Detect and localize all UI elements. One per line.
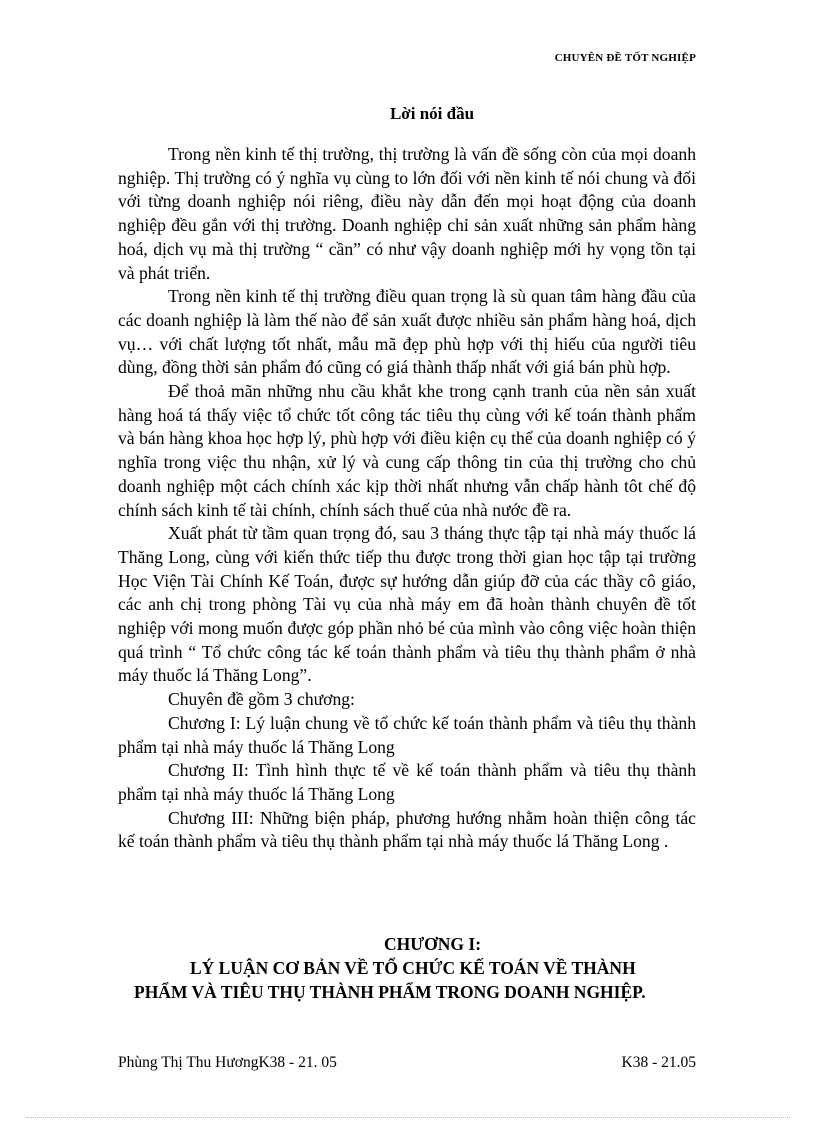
footer-class-code: K38 - 21.05 [621, 1054, 696, 1071]
document-header: CHUYÊN ĐỀ TỐT NGHIỆP [554, 52, 696, 64]
chapter-heading-line-1: LÝ LUẬN CƠ BẢN VỀ TỔ CHỨC KẾ TOÁN VỀ THÀNH [190, 958, 636, 978]
page-title: Lời nói đầu [389, 104, 475, 123]
paragraph-chapter-2: Chương II: Tình hình thực tế về kế toán thành phẩm và tiêu thụ thành phẩm tại nhà máy thuốc lá Thăng Long [118, 760, 696, 804]
paragraph-4: Xuất phát từ tầm quan trọng đó, sau 3 tháng thực tập tại nhà máy thuốc lá Thăng Long, cùng với kiến thức tiếp thu được trong thời gian học tập tại trường Học Viện Tài Chính Kế Toán, được sự hướng dẫn giúp đỡ của các thầy cô giáo, các anh chị trong phòng Tài vụ của nhà máy em đã hoàn thành chuyên đề tốt nghiệp với mong muốn được góp phần nhỏ bé của mình vào công việc hoàn thiện quá trình “ Tổ chức công tác kế toán thành phẩm và tiêu thụ thành phẩm ở nhà máy thuốc lá Thăng Long”. [118, 523, 696, 686]
chapter-heading-line-2: PHẨM VÀ TIÊU THỤ THÀNH PHẨM TRONG DOANH NGHIỆP. [134, 982, 646, 1002]
paragraph-chapter-1: Chương I: Lý luận chung về tổ chức kế toán thành phẩm và tiêu thụ thành phẩm tại nhà máy thuốc lá Thăng Long [118, 712, 696, 757]
paragraph-3: Để thoả mãn những nhu cầu khắt khe trong cạnh tranh của nền sản xuất hàng hoá tá thấy việc tổ chức tốt công tác tiêu thụ cùng với kế toán thành phẩm và bán hàng khoa học hợp lý, phù hợp với điều kiện cụ thể của doanh nghiệp có ý nghĩa trong việc thu nhận, xử lý và cung cấp thông tin của thị trường cho chủ doanh nghiệp một cách chính xác kịp thời nhất nhưng vẫn chấp hành tôt chế độ chính sách kinh tế tài chính, chính sách thuế của nhà nước đề ra. [118, 381, 696, 520]
paragraph-1: Trong nền kinh tế thị trường, thị trường là vấn đề sống còn của mọi doanh nghiệp. Thị trường có ý nghĩa vụ cùng to lớn đối với nền kinh tế nói chung và đối với từng doanh nghiệp nói riêng, điều này dẫn đến mọi hoạt động của doanh nghiệp đều gắn với thị trường. Doanh nghiệp chỉ sản xuất những sản phẩm hàng hoá, dịch vụ mà thị trường “ cần” có như vậy doanh nghiệp mới hy vọng tồn tại và phát triển. [118, 144, 696, 283]
paragraph-2: Trong nền kinh tế thị trường điều quan trọng là sù quan tâm hàng đầu của các doanh nghiệp là làm thế nào để sản xuất được nhiều sản phẩm hàng hoá, dịch vụ… với chất lượng tốt nhất, mẫu mã đẹp phù hợp với thị hiếu của người tiêu dùng, đồng thời sản phẩm đó cũng có giá thành thấp nhất với giá bán phù hợp. [118, 286, 696, 378]
chapter-label: CHƯƠNG I: [383, 934, 482, 954]
page-bottom-divider [26, 1117, 790, 1118]
document-body [118, 143, 696, 854]
paragraph-chapters-intro: Chuyên đề gồm 3 chương: [168, 689, 355, 710]
footer-author: Phùng Thị Thu HươngK38 - 21. 05 [118, 1054, 337, 1071]
paragraph-chapter-3: Chương III: Những biện pháp, phương hướng nhằm hoàn thiện công tác kế toán thành phẩm và tiêu thụ thành phẩm tại nhà máy thuốc lá Thăng Long . [118, 807, 696, 852]
